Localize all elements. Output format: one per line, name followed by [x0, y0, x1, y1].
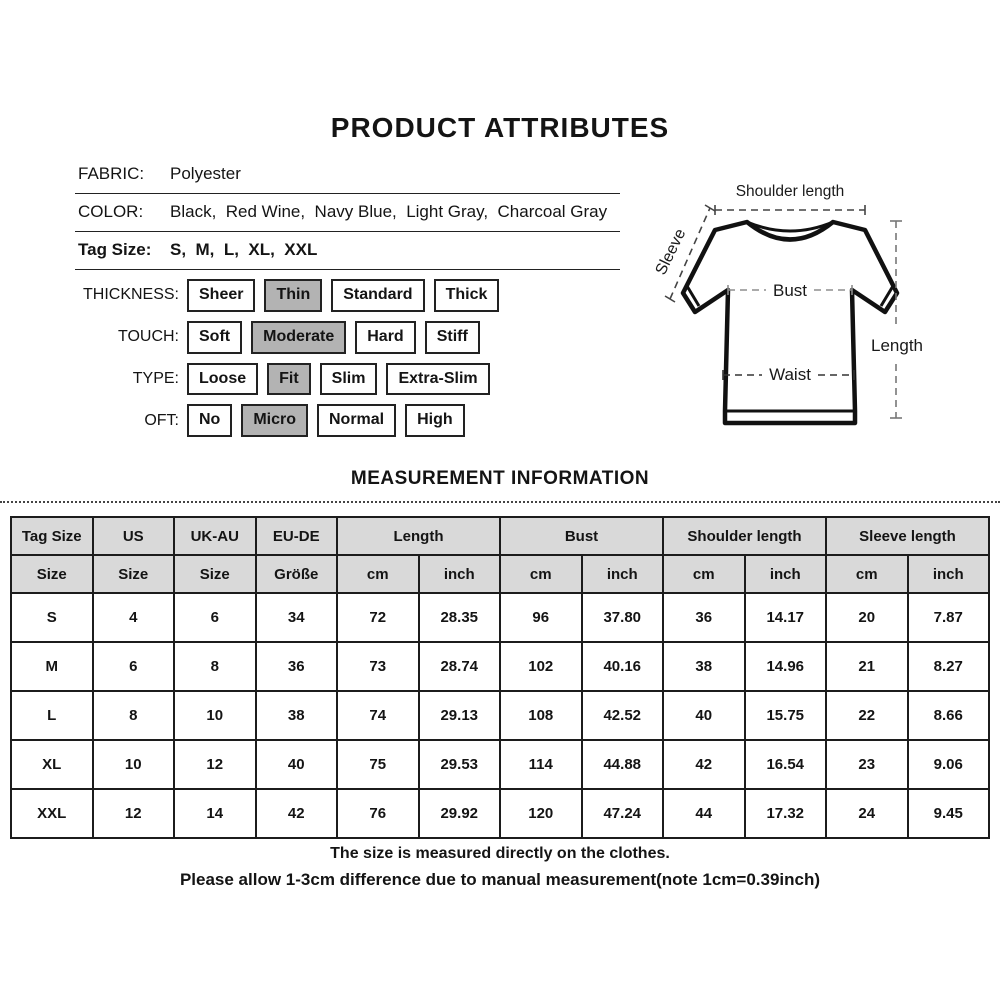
- table-cell: 76: [337, 789, 419, 838]
- col-group-tag-size: Tag Size: [11, 517, 93, 555]
- table-cell: 28.74: [419, 642, 501, 691]
- fabric-label: FABRIC:: [78, 164, 145, 183]
- table-cell: 42: [256, 789, 338, 838]
- thickness-label: THICKNESS:: [82, 286, 179, 304]
- table-cell: 14.96: [745, 642, 827, 691]
- table-cell: 8.27: [908, 642, 990, 691]
- table-cell: 16.54: [745, 740, 827, 789]
- table-cell: 36: [663, 593, 745, 642]
- col-sub-sleeve-inch: inch: [908, 555, 990, 593]
- col-group-bust: Bust: [500, 517, 663, 555]
- table-cell: 40: [256, 740, 338, 789]
- type-option-loose[interactable]: Loose: [187, 363, 258, 396]
- table-cell: 44.88: [582, 740, 664, 789]
- col-sub-sleeve-cm: cm: [826, 555, 908, 593]
- col-sub-shoulder-cm: cm: [663, 555, 745, 593]
- table-row-xl: [11, 740, 989, 789]
- table-cell: 73: [337, 642, 419, 691]
- table-cell: 8: [174, 642, 256, 691]
- table-cell: 44: [663, 789, 745, 838]
- touch-option-stiff[interactable]: Stiff: [425, 321, 480, 354]
- table-cell: 75: [337, 740, 419, 789]
- col-group-length: Length: [337, 517, 500, 555]
- table-cell: XXL: [11, 789, 93, 838]
- table-cell: 8.66: [908, 691, 990, 740]
- tshirt-measurement-diagram: [648, 162, 990, 454]
- table-cell: 9.45: [908, 789, 990, 838]
- table-cell: 28.35: [419, 593, 501, 642]
- type-label: TYPE:: [132, 369, 179, 387]
- table-cell: L: [11, 691, 93, 740]
- table-cell: 37.80: [582, 593, 664, 642]
- note-manual-measurement: Please allow 1-3cm difference due to manual measurement(note 1cm=0.39inch): [179, 870, 821, 889]
- table-cell: 114: [500, 740, 582, 789]
- type-option-slim[interactable]: Slim: [320, 363, 378, 396]
- table-cell: 96: [500, 593, 582, 642]
- footer-notes: [0, 845, 1000, 890]
- table-cell: 40.16: [582, 642, 664, 691]
- table-cell: 102: [500, 642, 582, 691]
- table-cell: 15.75: [745, 691, 827, 740]
- table-cell: 12: [93, 789, 175, 838]
- touch-option-soft[interactable]: Soft: [187, 321, 242, 354]
- table-cell: 38: [663, 642, 745, 691]
- table-cell: 38: [256, 691, 338, 740]
- col-group-uk-au: UK-AU: [174, 517, 256, 555]
- bust-diagram-label: Bust: [772, 281, 808, 300]
- table-cell: 42.52: [582, 691, 664, 740]
- tag-size-value: S, M, L, XL, XXL: [170, 240, 318, 259]
- waist-diagram-label: Waist: [769, 365, 811, 384]
- table-cell: 74: [337, 691, 419, 740]
- table-cell: 29.13: [419, 691, 501, 740]
- table-cell: 10: [93, 740, 175, 789]
- oft-option-high[interactable]: High: [405, 404, 465, 437]
- thickness-option-thick[interactable]: Thick: [434, 279, 500, 312]
- type-row: [75, 363, 620, 396]
- col-group-us: US: [93, 517, 175, 555]
- table-row-xxl: [11, 789, 989, 838]
- table-cell: 14.17: [745, 593, 827, 642]
- sleeve-tick-bottom: [665, 296, 675, 302]
- table-cell: 40: [663, 691, 745, 740]
- table-row-m: [11, 642, 989, 691]
- col-sub-length-inch: inch: [419, 555, 501, 593]
- table-cell: 20: [826, 593, 908, 642]
- tag-size-row: [75, 232, 620, 270]
- table-cell: 14: [174, 789, 256, 838]
- oft-option-no[interactable]: No: [187, 404, 232, 437]
- color-row: [75, 194, 620, 232]
- col-sub-eu-de: Größe: [256, 555, 338, 593]
- touch-option-moderate[interactable]: Moderate: [251, 321, 346, 354]
- color-value: Black, Red Wine, Navy Blue, Light Gray, Charcoal Gray: [170, 202, 608, 221]
- size-table: [10, 516, 990, 839]
- tshirt-outline: [683, 222, 897, 423]
- col-sub-shoulder-inch: inch: [745, 555, 827, 593]
- tag-size-label: Tag Size:: [78, 240, 152, 259]
- table-cell: 47.24: [582, 789, 664, 838]
- table-cell: 9.06: [908, 740, 990, 789]
- col-sub-tag-size: Size: [11, 555, 93, 593]
- col-group-eu-de: EU-DE: [256, 517, 338, 555]
- col-sub-bust-inch: inch: [582, 555, 664, 593]
- touch-label: TOUCH:: [117, 328, 179, 346]
- fabric-value: Polyester: [170, 164, 241, 183]
- color-label: COLOR:: [78, 202, 144, 221]
- oft-option-micro[interactable]: Micro: [241, 404, 308, 437]
- type-option-extra-slim[interactable]: Extra-Slim: [386, 363, 489, 396]
- type-option-fit[interactable]: Fit: [267, 363, 311, 396]
- table-cell: 17.32: [745, 789, 827, 838]
- col-sub-us: Size: [93, 555, 175, 593]
- length-diagram-label: Length: [871, 336, 923, 355]
- oft-row: [75, 404, 620, 437]
- touch-row: [75, 321, 620, 354]
- table-cell: 29.53: [419, 740, 501, 789]
- table-cell: 23: [826, 740, 908, 789]
- sleeve-tick-top: [705, 205, 715, 211]
- size-table-header: [11, 517, 989, 593]
- oft-option-normal[interactable]: Normal: [317, 404, 396, 437]
- table-cell: 8: [93, 691, 175, 740]
- col-sub-bust-cm: cm: [500, 555, 582, 593]
- table-cell: 72: [337, 593, 419, 642]
- table-cell: 10: [174, 691, 256, 740]
- table-row-s: [11, 593, 989, 642]
- shoulder-length-diagram-label: Shoulder length: [735, 183, 845, 200]
- fabric-row: [75, 156, 620, 194]
- table-cell: S: [11, 593, 93, 642]
- thickness-row: [75, 279, 620, 312]
- page-title: PRODUCT ATTRIBUTES: [330, 112, 670, 143]
- table-cell: 108: [500, 691, 582, 740]
- thickness-option-thin[interactable]: Thin: [264, 279, 322, 312]
- attributes-section: [75, 156, 620, 437]
- dotted-separator: [0, 501, 1000, 503]
- table-cell: XL: [11, 740, 93, 789]
- table-cell: 34: [256, 593, 338, 642]
- col-group-sleeve-length: Sleeve length: [826, 517, 989, 555]
- table-cell: 6: [174, 593, 256, 642]
- table-cell: 7.87: [908, 593, 990, 642]
- table-cell: 36: [256, 642, 338, 691]
- col-group-shoulder-length: Shoulder length: [663, 517, 826, 555]
- table-cell: 120: [500, 789, 582, 838]
- col-sub-uk-au: Size: [174, 555, 256, 593]
- thickness-option-sheer[interactable]: Sheer: [187, 279, 255, 312]
- col-sub-length-cm: cm: [337, 555, 419, 593]
- table-cell: 42: [663, 740, 745, 789]
- sleeve-diagram-label: Sleeve: [652, 226, 690, 278]
- table-cell: 24: [826, 789, 908, 838]
- touch-option-hard[interactable]: Hard: [355, 321, 415, 354]
- measurement-title: MEASUREMENT INFORMATION: [350, 468, 650, 489]
- table-cell: 22: [826, 691, 908, 740]
- thickness-option-standard[interactable]: Standard: [331, 279, 424, 312]
- table-cell: 21: [826, 642, 908, 691]
- table-row-l: [11, 691, 989, 740]
- table-cell: M: [11, 642, 93, 691]
- note-measured-on-clothes: The size is measured directly on the clothes.: [330, 845, 670, 862]
- oft-label: OFT:: [144, 411, 179, 429]
- table-cell: 29.92: [419, 789, 501, 838]
- table-cell: 6: [93, 642, 175, 691]
- table-cell: 12: [174, 740, 256, 789]
- table-cell: 4: [93, 593, 175, 642]
